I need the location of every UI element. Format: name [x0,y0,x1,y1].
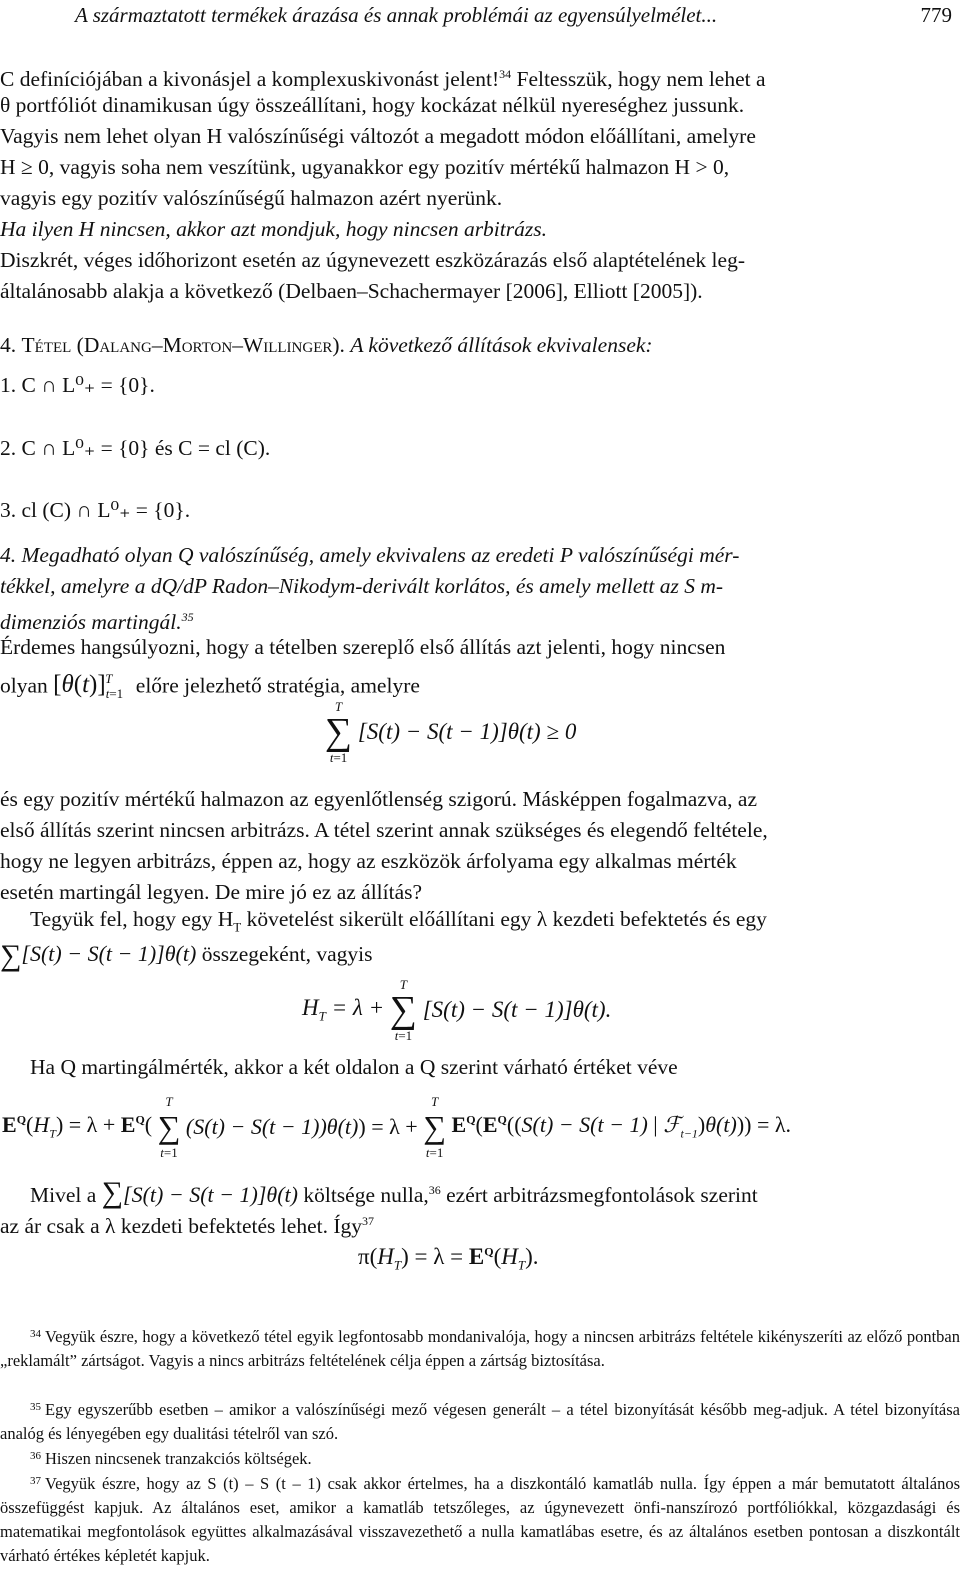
para5-line2: ∑[S(t) − S(t − 1)]θ(t) összegeként, vagyis [0,939,373,973]
equation-3: $E^Q(H_T) = \lambda + E^Q$( T ∑ t=1 (S(t) − S(t − 1))θ(t)) = λ + T ∑ t=1 $E^Q(E^Q((S(t) - S(t - 1)$ | ℱ$_{t-1}$)θ(t))) = λ. [2,1094,792,1160]
para4-line1: és egy pozitív mértékű halmazon az egyenlőtlenség szigorú. Másképpen fogalmazva, az [0,787,757,811]
para1-line4: H ≥ 0, vagyis soha nem veszítünk, ugyanakkor egy pozitív mértékű halmazon H > 0, [0,155,730,179]
footnote-ref-35[interactable]: 35 [181,610,194,624]
footnote-ref-36[interactable]: 36 [428,1183,441,1197]
equation-2: $H_T = \lambda$ + T ∑ t=1 [S(t) − S(t − 1)]θ(t). [302,977,612,1043]
theorem-item-1: 1. C ∩ L⁰₊ = {0}. [0,373,155,397]
theorem-item-2: 2. C ∩ L⁰₊ = {0} és C = cl (C). [0,436,271,460]
para5-line1: Tegyük fel, hogy egy $H_T$ követelést sikerült előállítani egy λ kezdeti befektetés és egy [30,907,767,935]
para1-line1: C definíciójában a kivonásjel a komplexuskivonást jelent!$^{34}$ Feltesszük, hogy nem lehet a [0,67,766,92]
para2-line2: általánosabb alakja a következő (Delbaen–Schachermayer [2006], Elliott [2005]). [0,279,703,303]
theorem-number: 4. [0,333,17,357]
footnote-ref-34[interactable]: 34 [499,67,512,81]
theorem-item-4-line3: dimenziós martingál.$^{35}$ [0,610,194,635]
footnote-35: $^{35}$ Egy egyszerűbb esetben – amikor a valószínűségi mező végesen generált – a tétel bizonyítását később meg-adjuk. A tétel bizonyítása analóg és lényegében egy dualitási tételről van szó. [0,1400,960,1443]
page-number: 779 [920,3,952,27]
para4-line2: első állítás szerint nincsen arbitrázs. A tétel szerint annak szükséges és elegendő feltétele, [0,818,768,842]
theorem-item-4-line2: tékkel, amelyre a dQ/dP Radon–Nikodym-derivált korlátos, és amely mellett az S m- [0,574,724,598]
header-title: A származtatott termékek árazása és annak problémái az egyensúlyelmélet... [75,3,718,27]
para4-line4: esetén martingál legyen. De mire jó ez az állítás? [0,880,423,904]
strategy-sequence: $[\theta(t)]_{t=1}^T$ [53,671,124,702]
para6: Ha Q martingálmérték, akkor a két oldalon a Q szerint várható értéket véve [30,1055,678,1079]
theorem-item-3: 3. cl (C) ∩ L⁰₊ = {0}. [0,498,191,522]
equation-1: T ∑ t=1 [S(t) − S(t − 1)]θ(t) ≥ 0 [325,699,577,765]
equation-4: $\pi(H_T) = \lambda = E^Q(H_T)$. [358,1244,539,1273]
sum-symbol: T ∑ t=1 [389,977,417,1043]
para1-line5: vagyis egy pozitív valószínűségű halmazon azért nyerünk. [0,186,503,210]
sum-symbol: T ∑ t=1 [157,1094,181,1160]
theorem-name: Tétel (Dalang–Morton–Willinger). [21,333,345,357]
sum-symbol: T ∑ t=1 [325,699,353,765]
footnote-34: $^{34}$ Vegyük észre, hogy a következő tétel egyik legfontosabb mondanivalója, hogy a nincsen arbitrázs feltétele kikényszeríti az előző pontban „reklamált” zártságot. Vagyis a nincs arbitrázs feltételének célja éppen a zártság biztosítása. [0,1327,960,1370]
para3-line2: olyan $[\theta(t)]_{t=1}^T$ előre jelezhető stratégia, amelyre [0,671,420,702]
footnote-37: $^{37}$ Vegyük észre, hogy az S (t) – S (t – 1) csak akkor értelmes, ha a diszkontáló kamatláb nulla. Így éppen a már bemutatott általános összefüggést kapjuk. Az általános eset, amikor a kamatláb tetszőleges, az úgynevezett önfi-nanszírozó portfóliókkal, közgazdasági és matematikai megfontolások együttes alkalmazásával visszavezethető a nulla kamatlábas esetre, és az általános esetben pontosan a diszkontált várható értékes képletét kapjuk. [0,1474,960,1565]
para1-line3: Vagyis nem lehet olyan H valószínűségi változót a megadott módon előállítani, amelyre [0,124,756,148]
footnote-ref-37[interactable]: 37 [362,1214,374,1228]
theorem-statement: A következő állítások ekvivalensek: [350,333,653,357]
sum-symbol-2: T ∑ t=1 [423,1094,446,1160]
para4-line3: hogy ne legyen arbitrázs, éppen az, hogy az eszközök árfolyama egy alkalmas mérték [0,849,737,873]
theorem-item-4-line1: 4. Megadható olyan Q valószínűség, amely ekvivalens az eredeti P valószínűségi mér- [0,543,740,567]
inline-sum-symbol: ∑ [0,939,22,973]
para3-line1: Érdemes hangsúlyozni, hogy a tételben szereplő első állítás azt jelenti, hogy nincsen [0,635,726,659]
para2-line1: Diszkrét, véges időhorizont esetén az úgynevezett eszközárazás első alaptételének leg- [0,248,745,272]
theorem-heading [0,330,960,361]
para1-line2: θ portfóliót dinamikusan úgy összeállítani, hogy kockázat nélkül nyereséghez jussunk. [0,93,745,117]
para7-line2: az ár csak a λ kezdeti befektetés lehet. Így$^{37}$ [0,1214,374,1239]
italic-note: Ha ilyen H nincsen, akkor azt mondjuk, hogy nincsen arbitrázs. [0,217,547,241]
para7-line1: Mivel a ∑[S(t) − S(t − 1)]θ(t) költsége nulla,$^{36}$ ezért arbitrázsmegfontolások szerint [30,1176,758,1210]
footnote-36: $^{36}$ Hiszen nincsenek tranzakciós költségek. [30,1449,312,1468]
